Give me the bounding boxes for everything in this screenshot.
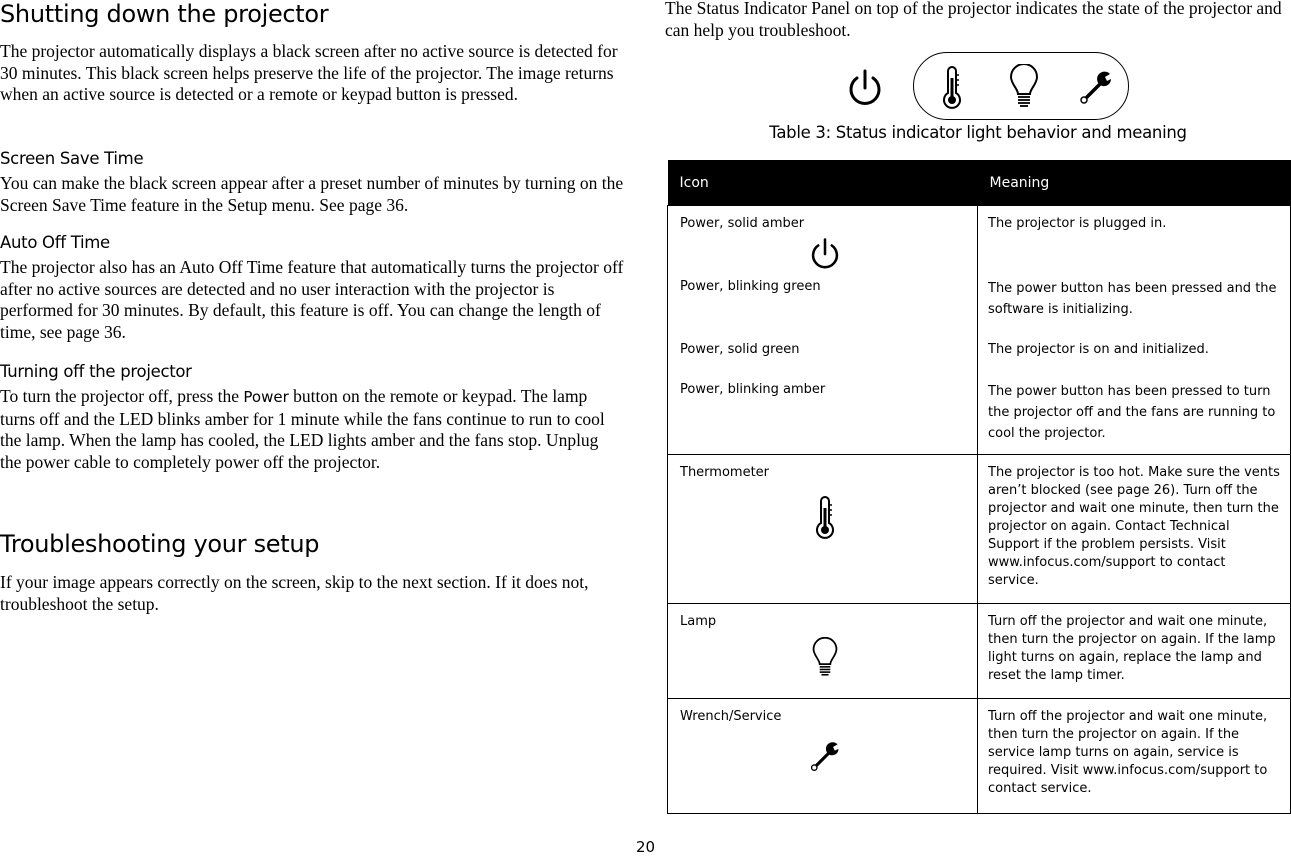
lamp-meaning: Turn off the projector and wait one minute, then turn the projector on again. If the lamp light turns on again, replace the lamp and reset the lamp timer. (988, 614, 1276, 683)
power-blinking-green-label: Power, blinking green (680, 279, 821, 294)
wrench-icon (1077, 68, 1115, 106)
auto-off-text: The projector also has an Auto Off Time feature that automatically turns the projector off after no active sources are detected and no user interaction with the projector is performed for 30 minutes. By default, this feature is off. You can change the length of time, see page 36. (0, 257, 624, 342)
table-row-thermometer (668, 455, 1291, 604)
screen-save-heading: Screen Save Time (0, 149, 144, 168)
wrench-label: Wrench/Service (680, 709, 782, 724)
table-header-row (668, 160, 1291, 206)
power-solid-green-label: Power, solid green (680, 342, 800, 357)
troubleshoot-text: If your image appears correctly on the screen, skip to the next section. If it does not, troubleshoot the setup. (0, 572, 589, 614)
power-icon (845, 68, 885, 108)
power-blinking-amber-meaning: The power button has been pressed to turn the projector off and the fans are running to cool the projector. (988, 384, 1276, 441)
troubleshoot-title: Troubleshooting your setup (0, 530, 320, 558)
thermometer-icon-cell (668, 455, 978, 604)
power-term: Power (243, 388, 289, 406)
auto-off-heading: Auto Off Time (0, 233, 110, 252)
status-panel-intro: The Status Indicator Panel on top of the projector indicates the state of the projector and can help you troubleshoot. (665, 0, 1282, 40)
power-solid-amber-meaning: The projector is plugged in. (988, 216, 1167, 231)
wrench-icon-cell (668, 699, 978, 814)
thermometer-icon (814, 496, 836, 540)
wrench-meaning-cell (978, 699, 1291, 814)
screen-save-text: You can make the black screen appear after a preset number of minutes by turning on the Screen Save Time feature in the Setup menu. See page 36. (0, 173, 624, 215)
turning-off-text (0, 386, 624, 473)
page-number: 20 (635, 838, 656, 856)
table-row-power (668, 206, 1291, 455)
header-icon: Icon (668, 160, 978, 206)
lamp-icon (1007, 64, 1041, 110)
power-meaning-cell (978, 206, 1291, 455)
status-table (667, 160, 1291, 814)
thermometer-meaning-cell (978, 455, 1291, 604)
wrench-meaning: Turn off the projector and wait one minute, then turn the projector on again. If the service lamp turns on again, service is required. Visit www.infocus.com/support to contact service. (988, 709, 1268, 796)
power-blinking-green-meaning: The power button has been pressed and the software is initializing. (988, 281, 1277, 317)
thermometer-icon (941, 66, 963, 110)
thermometer-label: Thermometer (680, 465, 770, 480)
lamp-meaning-cell (978, 604, 1291, 699)
turning-off-pre: To turn the projector off, press the (0, 386, 244, 406)
power-icon-cell (668, 206, 978, 455)
shutdown-title: Shutting down the projector (0, 0, 329, 28)
lamp-icon (810, 637, 840, 679)
table-row-lamp (668, 604, 1291, 699)
turning-off-post: button on the remote or keypad. The lamp turns off and the LED blinks amber for 1 minute while the fans continue to run to cool the lamp. When the lamp has cooled, the LED lights amber and the fans stop. Unplug the power cable to completely power off the projector. (0, 386, 605, 472)
header-meaning: Meaning (978, 160, 1291, 206)
power-blinking-amber-label: Power, blinking amber (680, 382, 826, 397)
status-indicator-panel (845, 52, 1145, 124)
power-icon (808, 237, 842, 271)
power-solid-amber-label: Power, solid amber (680, 216, 805, 231)
lamp-icon-cell (668, 604, 978, 699)
power-solid-green-meaning: The projector is on and initialized. (988, 342, 1209, 357)
wrench-icon (808, 739, 842, 773)
shutdown-intro: The projector automatically displays a black screen after no active source is detected for 30 minutes. This black screen helps preserve the life of the projector. The image returns when an active source is detected or a remote or keypad button is pressed. (0, 41, 618, 104)
thermometer-meaning: The projector is too hot. Make sure the vents aren’t blocked (see page 26). Turn off the projector and wait one minute, then turn the projector on again. Contact Technical Support if the problem persists. Visit www.infocus.com/support to contact service. (988, 465, 1280, 588)
lamp-label: Lamp (680, 614, 717, 629)
turning-off-heading: Turning off the projector (0, 362, 192, 381)
table-row-wrench (668, 699, 1291, 814)
table-caption: Table 3: Status indicator light behavior and meaning (769, 123, 1187, 142)
